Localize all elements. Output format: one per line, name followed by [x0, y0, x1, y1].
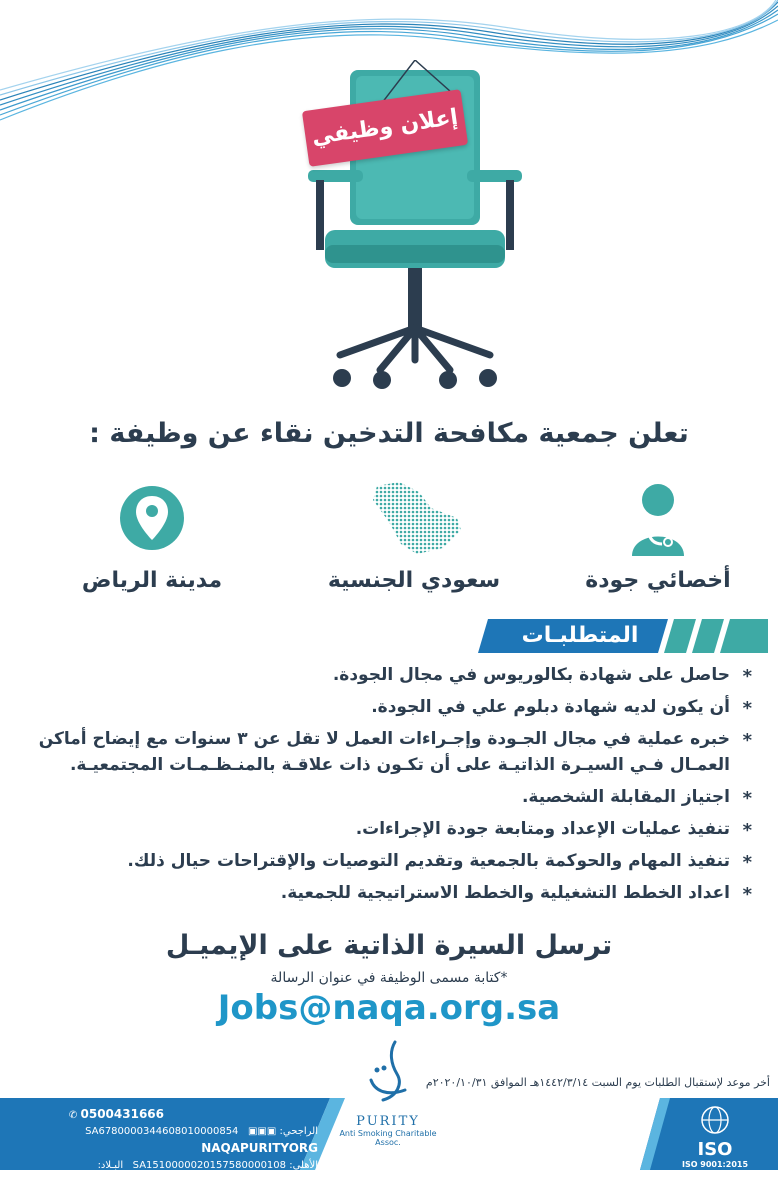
person-icon [618, 478, 698, 558]
bank-iban: SA6780000344608010000854 [85, 1126, 239, 1137]
email-link[interactable]: Jobs@naqa.org.sa [217, 988, 561, 1028]
bank-iban: SA1510000020157580000108 [132, 1160, 287, 1171]
requirements-list [36, 662, 756, 912]
social-handle[interactable]: NAQAPURITYORG [201, 1141, 318, 1155]
application-deadline: أخر موعد لإستقبال الطلبات يوم السبت ١٤٤٢/٣/١٤هـ الموافق ٢٠٢٠/١٠/٣١م [425, 1076, 770, 1089]
logo-tagline: Anti Smoking Charitable Assoc. [339, 1129, 437, 1147]
bank-iban: SA2515000999300001650004 [164, 1176, 318, 1187]
list-item: * خبره عملية في مجال الجـودة وإجـراءات العمل لا تقل عن ٣ سنوات مع إيضاح أماكن العمـال فـي السيـرة الذاتيـة على أن تكـون ذات علاقـة بالمنـظـمـات المجتمعيـة. [38, 729, 752, 775]
phone-number[interactable]: 0500431666 [80, 1107, 164, 1121]
feature-nationality [304, 478, 524, 593]
feature-label: سعودي الجنسية [327, 568, 501, 593]
iso-certificate: ISO 9001:2015 [681, 1160, 749, 1169]
iso-badge [680, 1105, 750, 1169]
feature-location [42, 478, 262, 593]
social-icons: ▣▣▣ [247, 1126, 277, 1137]
bank-label: البـلاد: [97, 1160, 124, 1171]
bank-label: الراجحي: [279, 1126, 318, 1137]
purity-logo [338, 1040, 438, 1147]
list-item: * حاصل على شهادة بكالوريوس في مجال الجودة. [332, 665, 752, 687]
phone-icon: ✆ [68, 1110, 78, 1121]
list-item: * اعداد الخطط التشغيلية والخطط الاستراتيجية للجمعية. [280, 883, 752, 905]
saudi-map-icon [359, 478, 469, 558]
logo-english: PURITY [356, 1114, 420, 1129]
cv-note: *كتابة مسمى الوظيفة في عنوان الرسالة [270, 970, 508, 986]
footer-contact-info [0, 1106, 318, 1190]
bank-label: الأهلي: [289, 1160, 318, 1171]
feature-label: مدينة الرياض [81, 568, 223, 593]
list-item: * تنفيذ المهام والحوكمة بالجمعية وتقديم التوصيات والإقتراحات حيال ذلك. [127, 851, 752, 873]
iso-label: ISO [697, 1139, 733, 1160]
cv-instructions-title: ترسل السيرة الذاتية على الإيميـل [165, 930, 613, 961]
feature-job-title [548, 478, 768, 593]
list-item: * اجتياز المقابلة الشخصية. [521, 787, 752, 809]
feature-label: أخصائي جودة [585, 568, 731, 593]
job-announcement-sign: إعلان وظيفي [302, 89, 468, 167]
page-headline: تعلن جمعية مكافحة التدخين نقاء عن وظيفة : [89, 418, 689, 449]
globe-icon [693, 1105, 737, 1135]
purity-logo-mark [353, 1040, 423, 1110]
list-item: * أن يكون لديه شهادة دبلوم علي في الجودة. [371, 697, 752, 719]
location-pin-icon [112, 478, 192, 558]
requirements-title: المتطلبـات [521, 623, 639, 648]
list-item: * تنفيذ عمليات الإعداد ومتابعة جودة الإجراءات. [355, 819, 752, 841]
